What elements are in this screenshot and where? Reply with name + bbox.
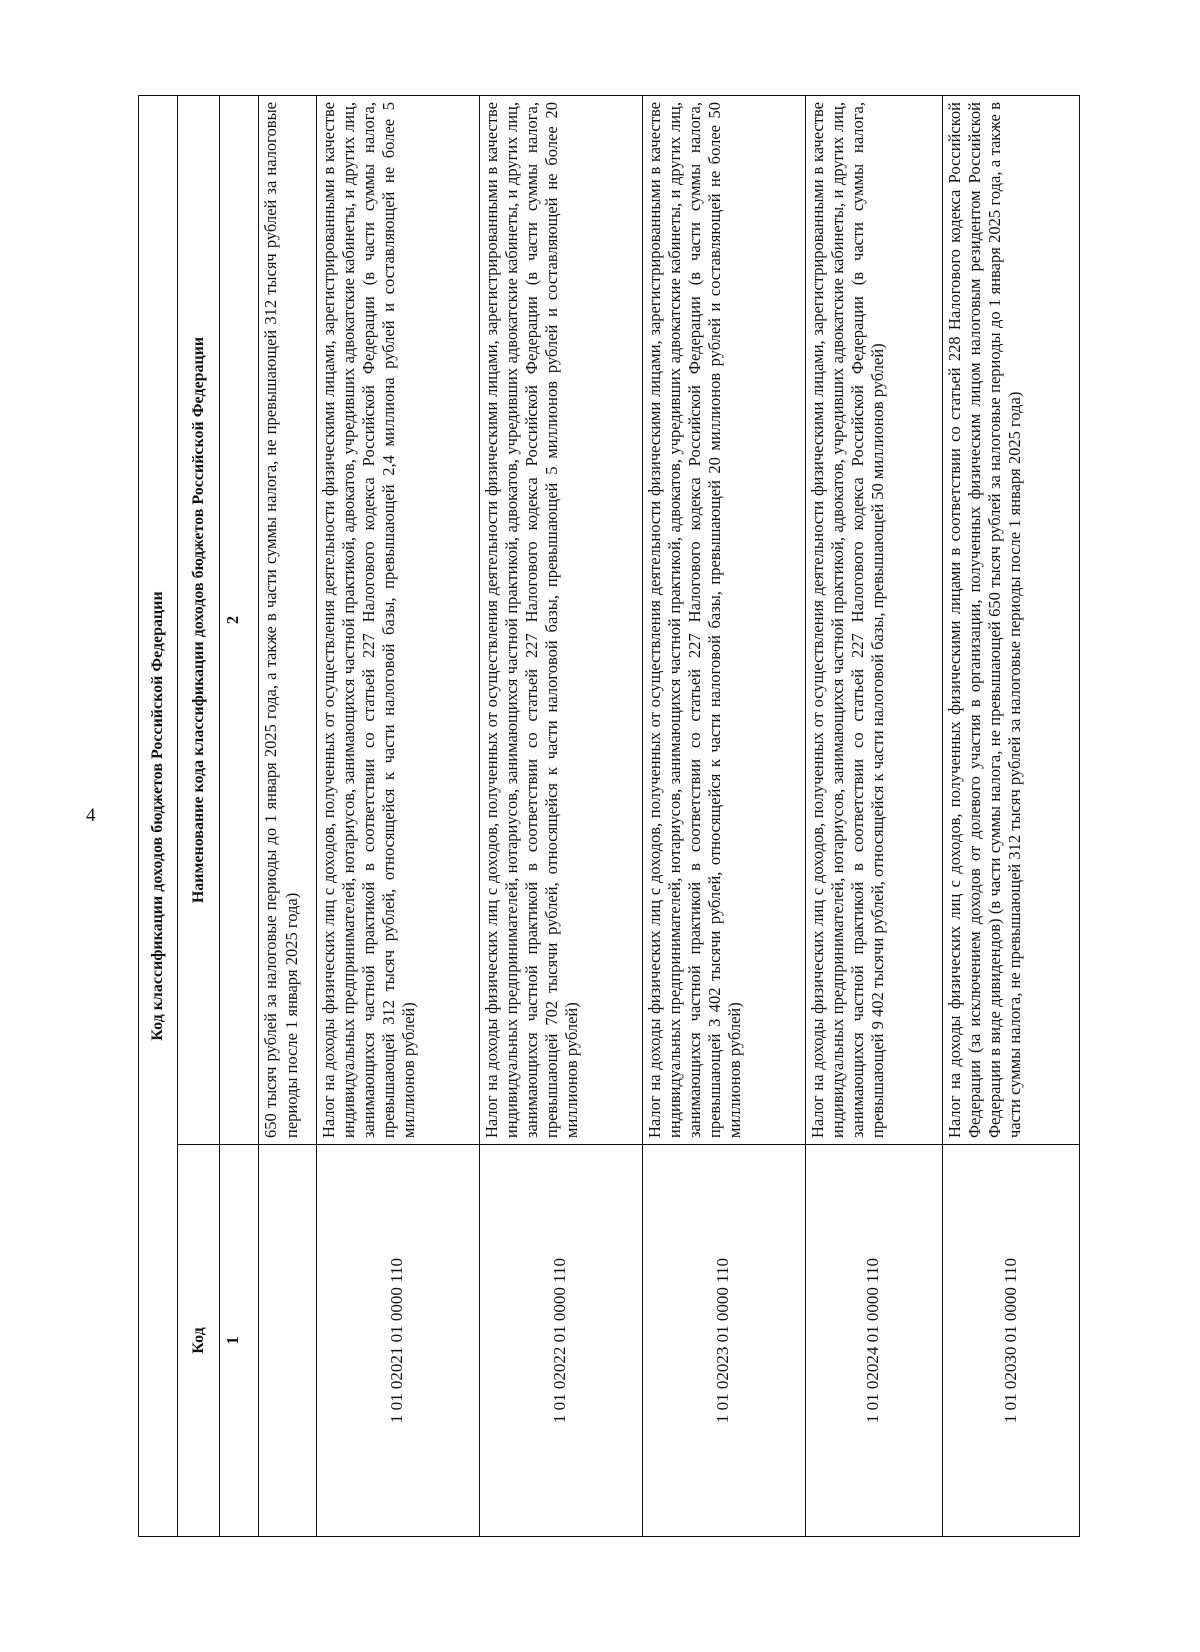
header-name: Наименование кода классификации доходов бюджетов Российской Федерации bbox=[178, 96, 220, 1145]
row-code: 1 01 02030 01 0000 110 bbox=[942, 1145, 1079, 1537]
row-code bbox=[259, 1145, 316, 1537]
rotated-table-wrapper bbox=[138, 95, 1080, 1537]
row-description: Налог на доходы физических лиц с доходов, полученных от осуществления деятельности физическими лицами, зарегистрированными в качестве индивидуальных предпринимателей, нотариусов, занимающихся частной практикой, адвокатов, учредивших адвокатские кабинеты, и других лиц, занимающихся частной практикой в соответствии со статьей 227 Налогового кодекса Российской Федерации (в части суммы налога, превышающей 312 тысяч рублей, относящейся к части налоговой базы, превышающей 2,4 миллиона рублей и составляющей не более 5 миллионов рублей) bbox=[316, 96, 479, 1145]
row-description: Налог на доходы физических лиц с доходов, полученных от осуществления деятельности физическими лицами, зарегистрированными в качестве индивидуальных предпринимателей, нотариусов, занимающихся частной практикой, адвокатов, учредивших адвокатские кабинеты, и других лиц, занимающихся частной практикой в соответствии со статьей 227 Налогового кодекса Российской Федерации (в части суммы налога, превышающей 702 тысячи рублей, относящейся к части налоговой базы, превышающей 5 миллионов рублей и составляющей не более 20 миллионов рублей) bbox=[479, 96, 642, 1145]
row-code: 1 01 02024 01 0000 110 bbox=[805, 1145, 942, 1537]
row-code: 1 01 02023 01 0000 110 bbox=[642, 1145, 805, 1537]
row-description: 650 тысяч рублей за налоговые периоды до 1 января 2025 года, а также в части суммы налога, не превышающей 312 тысяч рублей за налоговые периоды после 1 января 2025 года) bbox=[259, 96, 316, 1145]
table-row bbox=[805, 96, 942, 1537]
table-row bbox=[259, 96, 316, 1537]
header-code: Код bbox=[178, 1145, 220, 1537]
page-number: 4 bbox=[86, 805, 96, 826]
row-description: Налог на доходы физических лиц с доходов, полученных физическими лицами в соответствии со статьей 228 Налогового кодекса Российской Федерации (за исключением доходов от долевого участия в организации, полученных физическим лицом налоговым резидентом Российской Федерации в виде дивидендов) (в части суммы налога, не превышающей 650 тысяч рублей за налоговые периоды до 1 января 2025 года, а также в части суммы налога, не превышающей 312 тысяч рублей за налоговые периоды после 1 января 2025 года) bbox=[942, 96, 1079, 1145]
row-code: 1 01 02021 01 0000 110 bbox=[316, 1145, 479, 1537]
row-code: 1 01 02022 01 0000 110 bbox=[479, 1145, 642, 1537]
table-row bbox=[316, 96, 479, 1537]
table-row bbox=[479, 96, 642, 1537]
classification-table bbox=[138, 95, 1080, 1537]
row-description: Налог на доходы физических лиц с доходов, полученных от осуществления деятельности физическими лицами, зарегистрированными в качестве индивидуальных предпринимателей, нотариусов, занимающихся частной практикой, адвокатов, учредивших адвокатские кабинеты, и других лиц, занимающихся частной практикой в соответствии со статьей 227 Налогового кодекса Российской Федерации (в части суммы налога, превышающей 9 402 тысячи рублей, относящейся к части налоговой базы, превышающей 50 миллионов рублей) bbox=[805, 96, 942, 1145]
column-number-1: 1 bbox=[219, 1145, 258, 1537]
row-description: Налог на доходы физических лиц с доходов, полученных от осуществления деятельности физическими лицами, зарегистрированными в качестве индивидуальных предпринимателей, нотариусов, занимающихся частной практикой, адвокатов, учредивших адвокатские кабинеты, и других лиц, занимающихся частной практикой в соответствии со статьей 227 Налогового кодекса Российской Федерации (в части суммы налога, превышающей 3 402 тысячи рублей, относящейся к части налоговой базы, превышающей 20 миллионов рублей и составляющей не более 50 миллионов рублей) bbox=[642, 96, 805, 1145]
table-row bbox=[642, 96, 805, 1537]
table-header-title: Код классификации доходов бюджетов Российской Федерации bbox=[139, 96, 178, 1537]
column-number-2: 2 bbox=[219, 96, 258, 1145]
table-row bbox=[942, 96, 1079, 1537]
